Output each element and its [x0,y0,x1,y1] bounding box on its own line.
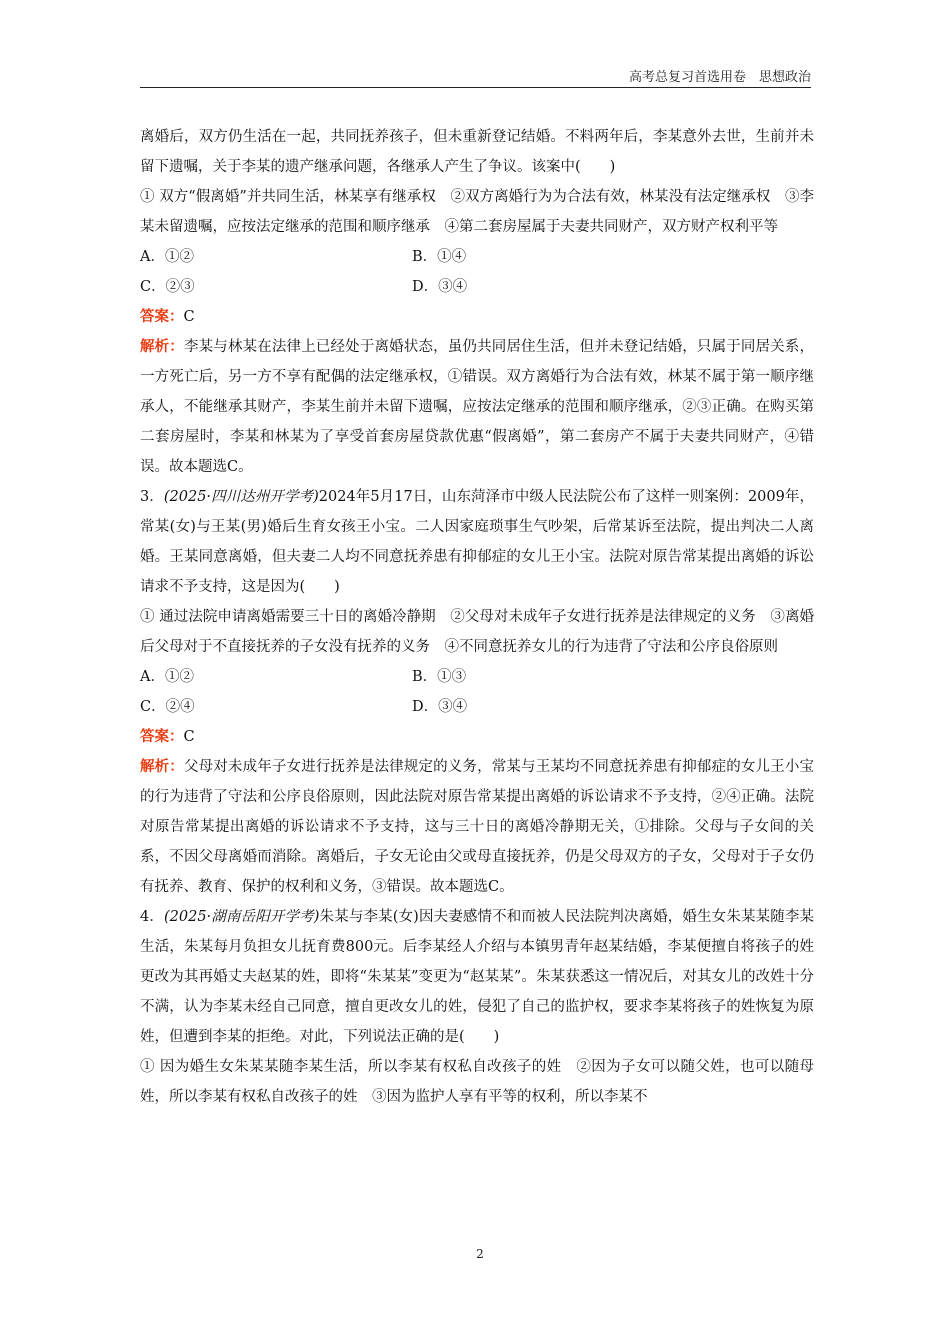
question-text: 2024年5月17日，山东菏泽市中级人民法院公布了这样一则案例：2009年，常某(女)与王某(男)婚后生育女孩王小宝。二人因家庭琐事生气吵架，后常某诉至法院，提出判决二人离婚。王某同意离婚，但夫妻二人均不同意抚养患有抑郁症的女儿王小宝。法院对原告常某提出离婚的诉讼请求不予支持，这是因为( ) [140,489,814,595]
analysis-paragraph [140,752,814,902]
options-row [140,662,814,692]
option-b: B．①③ [412,669,467,685]
question-number: 4． [140,909,164,925]
analysis-text: 李某与林某在法律上已经处于离婚状态，虽仍共同居住生活，但并未登记结婚，只属于同居关系，一方死亡后，另一方不享有配偶的法定继承权，①错误。双方离婚行为合法有效，林某不属于第一顺序继承人，不能继承其财产，李某生前并未留下遗嘱，应按法定继承的范围和顺序继承，②③正确。在购买第二套房屋时，李某和林某为了享受首套房屋贷款优惠“假离婚”，第二套房产不属于夫妻共同财产，④错误。故本题选C。 [140,339,814,475]
options-row [140,242,814,272]
answer-value: C [183,309,195,325]
analysis-paragraph [140,332,814,482]
answer-value: C [183,729,195,745]
option-d: D．③④ [412,279,468,295]
answer-line [140,302,814,332]
option-d: D．③④ [412,699,468,715]
analysis-label: 解析： [140,338,184,355]
question-statements: ① 因为婚生女朱某某随李某生活，所以李某有权私自改孩子的姓 ②因为子女可以随父姓，也可以随母姓，所以李某有权私自改孩子的姓 ③因为监护人享有平等的权利，所以李某不 [140,1059,814,1105]
option-c: C．②③ [140,279,195,295]
question-statements: ① 通过法院申请离婚需要三十日的离婚冷静期 ②父母对未成年子女进行抚养是法律规定的义务 ③离婚后父母对于不直接抚养的子女没有抚养的义务 ④不同意抚养女儿的行为违背了守法和公序良俗原则 [140,609,814,655]
page-number: 2 [476,1247,484,1261]
analysis-label: 解析： [140,758,184,775]
question-statements: ① 双方“假离婚”并共同生活，林某享有继承权 ②双方离婚行为为合法有效，林某没有法定继承权 ③李某未留遗嘱，应按法定继承的范围和顺序继承 ④第二套房屋属于夫妻共同财产，双方财产权利平等 [140,189,814,235]
answer-line [140,722,814,752]
option-b: B．①④ [412,249,467,265]
analysis-text: 父母对未成年子女进行抚养是法律规定的义务，常某与王某均不同意抚养患有抑郁症的女儿王小宝的行为违背了守法和公序良俗原则，因此法院对原告常某提出离婚的诉讼请求不予支持，②④正确。法院对原告常某提出离婚的诉讼请求不予支持，这与三十日的离婚冷静期无关，①排除。父母与子女间的关系，不因父母离婚而消除。离婚后，子女无论由父或母直接抚养，仍是父母双方的子女，父母对于子女仍有抚养、教育、保护的权利和义务，③错误。故本题选C。 [140,759,814,895]
answer-label: 答案： [140,728,184,745]
question-4-stem [140,902,814,1052]
question-text: 朱某与李某(女)因夫妻感情不和而被人民法院判决离婚，婚生女朱某某随李某生活，朱某每月负担女儿抚育费800元。后李某经人介绍与本镇男青年赵某结婚，李某便擅自将孩子的姓更改为其再婚丈夫赵某的姓，即将“朱某某”变更为“赵某某”。朱某获悉这一情况后，对其女儿的改姓十分不满，认为李某未经自己同意，擅自更改女儿的姓，侵犯了自己的监护权，要求李某将孩子的姓恢复为原姓，但遭到李某的拒绝。对此，下列说法正确的是( ) [140,909,814,1045]
options-row [140,692,814,722]
option-a: A．①② [140,249,194,265]
answer-label: 答案： [140,308,184,325]
option-a: A．①② [140,669,194,685]
question-source: (2025·湖南岳阳开学考) [164,909,320,925]
running-header: 高考总复习首选用卷 思想政治 [628,70,811,85]
option-c: C．②④ [140,699,195,715]
question-number: 3． [140,489,164,505]
question-source: (2025·四川达州开学考) [163,489,319,505]
question-stem-continued: 离婚后，双方仍生活在一起，共同抚养孩子，但未重新登记结婚。不料两年后，李某意外去世，生前并未留下遗嘱，关于李某的遗产继承问题，各继承人产生了争议。该案中( ) [140,129,814,175]
question-3-stem [140,482,814,602]
page-content [140,122,814,1112]
options-row [140,272,814,302]
header-divider [140,87,811,88]
